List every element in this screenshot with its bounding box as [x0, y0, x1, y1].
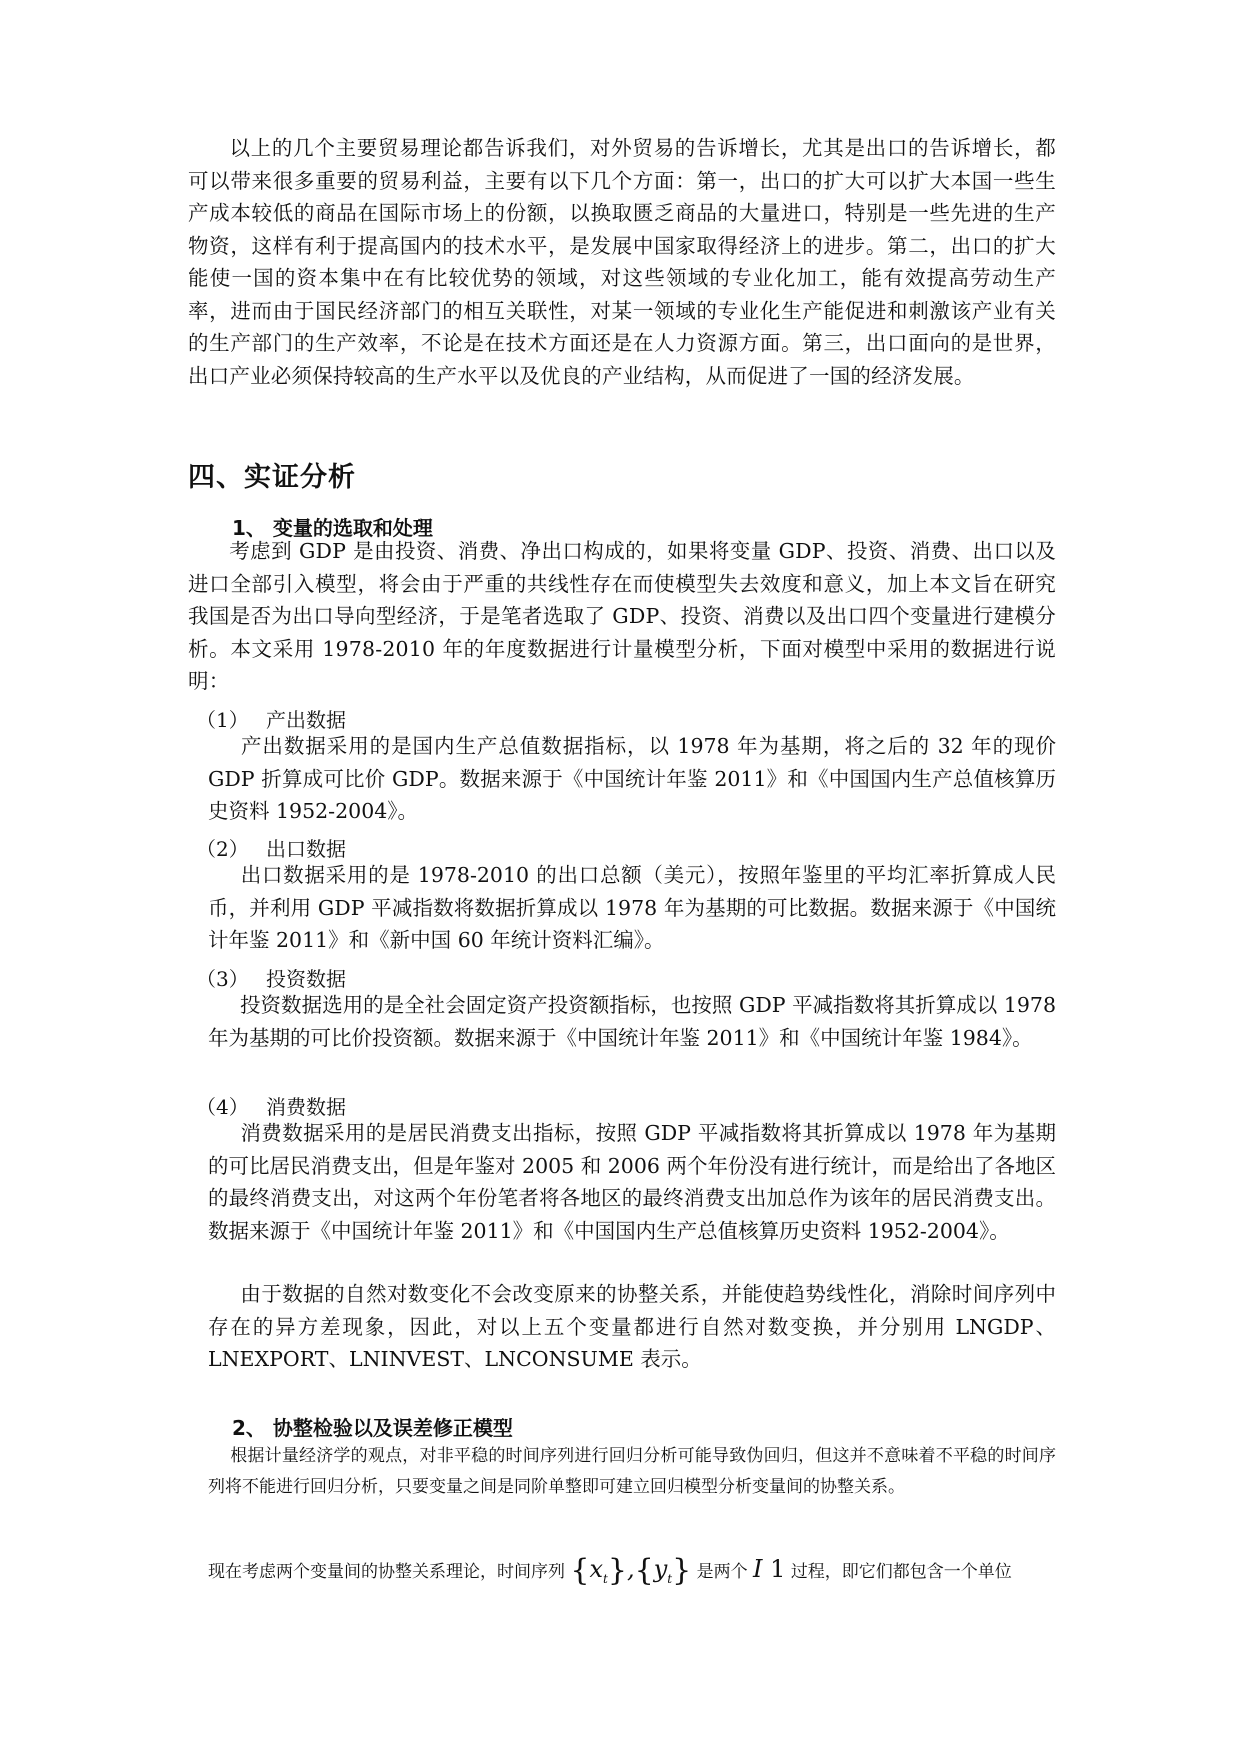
integration-order-formula: I 1	[753, 1555, 786, 1583]
math-line: 现在考虑两个变量间的协整关系理论，时间序列 $\{x_t\},\{y_t\}$ 是两个 I 1 过程，即它们都包含一个单位	[208, 1553, 1012, 1588]
list-item-output: （1） 产出数据	[196, 708, 346, 732]
investment-paragraph: 投资数据选用的是全社会固定资产投资额指标，也按照 GDP 平减指数将其折算成以 1978 年为基期的可比价投资额。数据来源于《中国统计年鉴 2011》和《中国统计年鉴 1984》。	[208, 993, 1056, 1050]
series-formula: $\{x_t\},\{y_t\}$	[570, 1553, 692, 1588]
subsection-heading-variables: 1、 变量的选取和处理	[232, 516, 433, 540]
log-transform-paragraph: 由于数据的自然对数变化不会改变原来的协整关系，并能使趋势线性化，消除时间序列中存在的异方差现象，因此，对以上五个变量都进行自然对数变换，并分别用 LNGDP、LNEXPORT、LNINVEST、LNCONSUME 表示。	[208, 1282, 1056, 1371]
variables-paragraph: 考虑到 GDP 是由投资、消费、净出口构成的，如果将变量 GDP、投资、消费、出口以及进口全部引入模型，将会由于严重的共线性存在而使模型失去效度和意义，加上本文旨在研究我国是否为出口导向型经济，于是笔者选取了 GDP、投资、消费以及出口四个变量进行建模分析。本文采用 1978-2010 年的年度数据进行计量模型分析，下面对模型中采用的数据进行说明：	[188, 539, 1056, 693]
list-item-export: （2） 出口数据	[196, 837, 346, 861]
section-heading: 四、实证分析	[188, 462, 356, 493]
subsection-heading-cointegration: 2、 协整检验以及误差修正模型	[232, 1416, 513, 1440]
list-item-consumption: （4） 消费数据	[196, 1095, 346, 1119]
cointegration-paragraph: 根据计量经济学的观点，对非平稳的时间序列进行回归分析可能导致伪回归，但这并不意味着不平稳的时间序列将不能进行回归分析，只要变量之间是同阶单整即可建立回归模型分析变量间的协整关系。	[208, 1446, 1056, 1497]
intro-paragraph: 以上的几个主要贸易理论都告诉我们，对外贸易的告诉增长，尤其是出口的告诉增长，都可以带来很多重要的贸易利益，主要有以下几个方面：第一，出口的扩大可以扩大本国一些生产成本较低的商品在国际市场上的份额，以换取匮乏商品的大量进口，特别是一些先进的生产物资，这样有利于提高国内的技术水平，是发展中国家取得经济上的进步。第二，出口的扩大能使一国的资本集中在有比较优势的领域，对这些领域的专业化加工，能有效提高劳动生产率，进而由于国民经济部门的相互关联性，对某一领域的专业化生产能促进和刺激该产业有关的生产部门的生产效率，不论是在技术方面还是在人力资源方面。第三，出口面向的是世界，出口产业必须保持较高的生产水平以及优良的产业结构，从而促进了一国的经济发展。	[188, 136, 1056, 388]
list-item-investment: （3） 投资数据	[196, 967, 346, 991]
output-paragraph: 产出数据采用的是国内生产总值数据指标，以 1978 年为基期，将之后的 32 年的现价 GDP 折算成可比价 GDP。数据来源于《中国统计年鉴 2011》和《中国国内生产总值核算历史资料 1952-2004》。	[208, 734, 1056, 823]
export-paragraph: 出口数据采用的是 1978-2010 的出口总额（美元），按照年鉴里的平均汇率折算成人民币，并利用 GDP 平减指数将数据折算成以 1978 年为基期的可比数据。数据来源于《中国统计年鉴 2011》和《新中国 60 年统计资料汇编》。	[208, 863, 1056, 952]
consumption-paragraph: 消费数据采用的是居民消费支出指标，按照 GDP 平减指数将其折算成以 1978 年为基期的可比居民消费支出，但是年鉴对 2005 和 2006 两个年份没有进行统计，而是给出了各地区的最终消费支出，对这两个年份笔者将各地区的最终消费支出加总作为该年的居民消费支出。数据来源于《中国统计年鉴 2011》和《中国国内生产总值核算历史资料 1952-2004》。	[208, 1121, 1056, 1243]
